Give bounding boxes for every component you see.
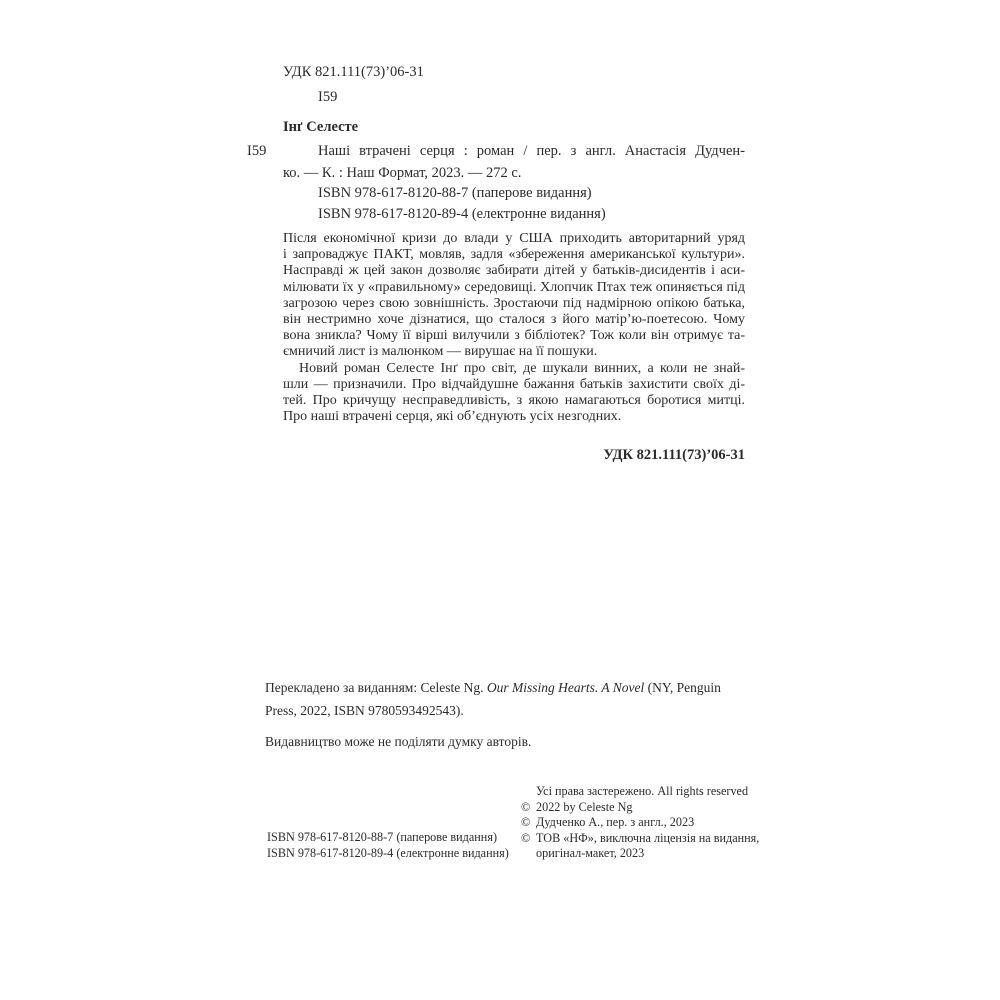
copyright-symbol: © <box>521 830 531 845</box>
udc-number-bottom: УДК 821.111(73)’06-31 <box>603 447 745 463</box>
catalog-card-margin-index: І59 <box>247 143 267 159</box>
catalog-card-line: ко. — К. : Наш Формат, 2023. — 272 с. <box>283 164 522 181</box>
annotation-line: і запроваджує ПАКТ, мовляв, задля «збереження американської культури». <box>283 247 745 263</box>
annotation-line: Насправді ж цей закон дозволяє забирати дітей у батьків-дисидентів і аси- <box>283 263 745 279</box>
source-edition-suffix: (NY, Penguin Press, 2022, ISBN 9780593492543). <box>265 680 721 718</box>
source-edition-title: Our Missing Hearts. A Novel <box>486 680 645 695</box>
annotation-line: Новий роман Селесте Інґ про світ, де шукали винних, а коли не знай- <box>299 360 745 376</box>
author-name-header: Інґ Селесте <box>283 119 359 135</box>
copyright-symbol: © <box>521 815 531 829</box>
source-edition-note <box>265 676 749 722</box>
annotation-block <box>283 231 745 425</box>
annotation-line: Про наші втрачені серця, які об’єднують усіх незгодних. <box>283 409 622 425</box>
udc-number-top: УДК 821.111(73)’06-31 <box>283 64 424 80</box>
annotation-line: ємничий лист із малюнком — вирушає на її пошуки. <box>283 344 598 360</box>
catalog-card <box>283 141 745 184</box>
copyright-line-continuation: оригінал-макет, 2023 <box>536 846 645 860</box>
copyright-line: © ТОВ «НФ», виключна ліцензія на видання, <box>521 830 760 845</box>
copyright-block <box>521 784 759 862</box>
author-sort-index-top: І59 <box>318 89 338 105</box>
rights-reserved-line: Усі права застережено. All rights reserved <box>536 784 749 798</box>
annotation-line: вона зникла? Чому її вірші вилучили з бібліотек? Тож коли він отримує та- <box>283 328 745 344</box>
isbn-print-line: ISBN 978-617-8120-88-7 (паперове видання) <box>318 185 592 201</box>
annotation-line: шли — призначили. Про відчайдушне бажання батьків захистити своїх ді- <box>283 376 745 392</box>
annotation-line: мілювати їх у «правильному» середовищі. Хлопчик Птах теж опиняється під <box>283 279 745 295</box>
source-edition-prefix: Перекладено за виданням: Celeste Ng. <box>265 680 487 695</box>
annotation-line: загрозою через свою зовнішність. Зростаючи під надмірною опікою батька, <box>283 295 745 311</box>
isbn-print-line-bottom: ISBN 978-617-8120-88-7 (паперове видання) <box>267 830 497 844</box>
publisher-disclaimer: Видавництво може не поділяти думку авторів. <box>265 734 532 749</box>
annotation-line: тей. Про кричущу несправедливість, з якою намагаються боротися митці. <box>283 393 745 409</box>
copyright-symbol: © <box>521 799 531 814</box>
copyright-line: © Дудченко А., пер. з англ., 2023 <box>521 815 695 829</box>
catalog-isbn-block <box>318 183 606 225</box>
annotation-line: Після економічної кризи до влади у США приходить авторитарний уряд <box>283 231 745 246</box>
catalog-card-line: Наші втрачені серця : роман / пер. з англ. Анастасія Дудчен- <box>318 143 745 159</box>
copyright-line: © 2022 by Celeste Ng <box>521 799 633 814</box>
isbn-ebook-line-bottom: ISBN 978-617-8120-89-4 (електронне видання) <box>267 845 509 860</box>
annotation-line: він нестримно хоче дізнатися, що сталося з його матір’ю-поетесою. Чому <box>283 312 745 328</box>
isbn-ebook-line: ISBN 978-617-8120-89-4 (електронне видання) <box>318 206 606 222</box>
isbn-block-bottom <box>267 830 509 861</box>
